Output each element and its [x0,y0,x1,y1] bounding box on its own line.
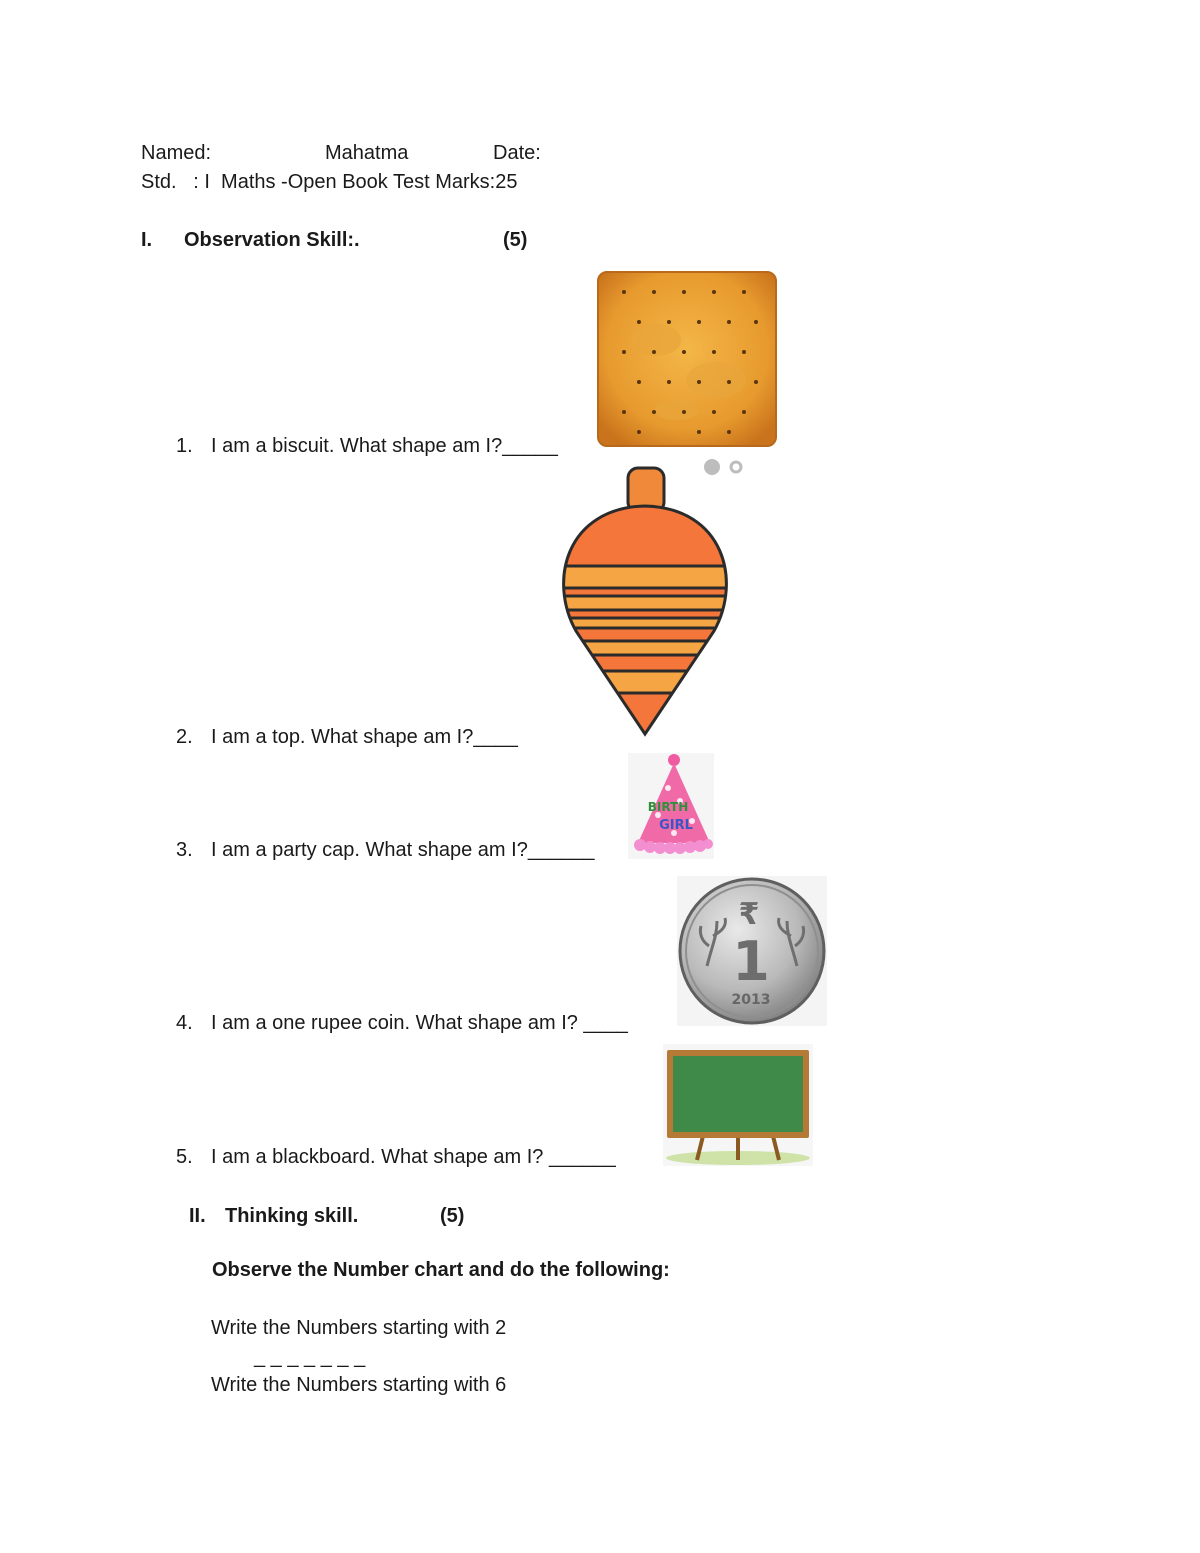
coin-rupee-symbol: ₹ [738,897,760,932]
question-1-number: 1. [176,435,193,457]
name-label: Named: [141,142,212,164]
blackboard-image [663,1044,813,1166]
party-cap-image [628,753,714,859]
question-4-number: 4. [176,1012,193,1034]
coin-value: 1 [732,930,770,993]
cap-text-top: BIRTH [647,800,689,814]
rupee-coin-image [677,876,827,1026]
section2-line1: Write the Numbers starting with 2 [211,1317,507,1339]
cap-text-bottom: GIRL [659,818,693,833]
spinning-top-image [556,466,734,738]
question-1-text: I am a biscuit. What shape am I?_____ [211,435,558,457]
square-biscuit-image [596,270,778,448]
question-5-number: 5. [176,1146,193,1168]
answer-blanks: _ _ _ _ _ _ _ [254,1346,366,1368]
section2-marks: (5) [440,1205,465,1227]
school-name: Mahatma [325,142,409,164]
question-4-text: I am a one rupee coin. What shape am I? ____ [211,1012,628,1034]
section2-title: Thinking skill. [225,1205,359,1227]
section2-instruction: Observe the Number chart and do the following: [212,1259,670,1281]
date-label: Date: [493,142,541,164]
question-2-text: I am a top. What shape am I?____ [211,726,518,748]
section2-line2: Write the Numbers starting with 6 [211,1374,507,1396]
section1-number: I. [141,229,153,251]
question-3-number: 3. [176,839,193,861]
section1-marks: (5) [503,229,528,251]
section2-number: II. [189,1205,206,1227]
coin-year: 2013 [731,992,771,1008]
question-3-text: I am a party cap. What shape am I?______ [211,839,595,861]
section1-title: Observation Skill:. [184,229,360,251]
question-5-text: I am a blackboard. What shape am I? ______ [211,1146,616,1168]
question-2-number: 2. [176,726,193,748]
test-info-line: Std. : I Maths -Open Book Test Marks:25 [141,171,518,193]
